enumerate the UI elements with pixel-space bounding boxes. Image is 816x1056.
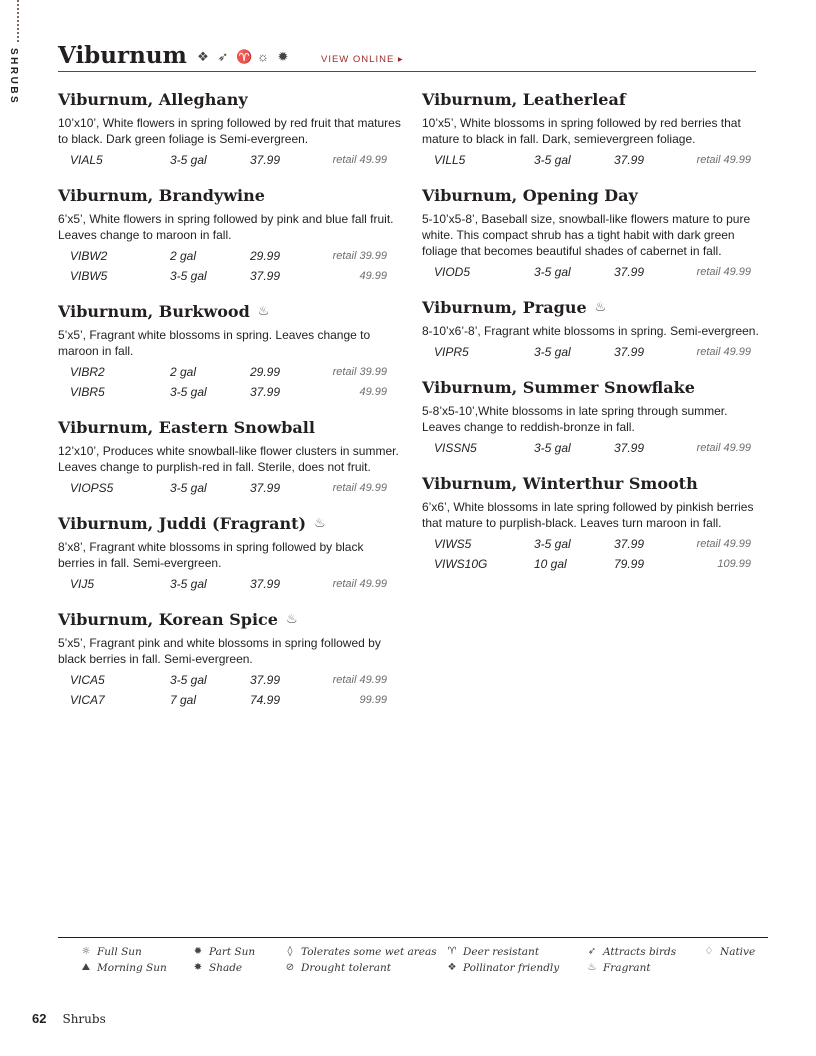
product-entry [422, 296, 767, 362]
sku-retail: retail 49.99 [696, 154, 751, 166]
sku-code: VIBR5 [70, 385, 105, 399]
sku-size: 3-5 gal [170, 153, 207, 167]
product-name [422, 472, 767, 496]
legend-label: Pollinator friendly [463, 962, 560, 974]
sku-code: VIAL5 [70, 153, 103, 167]
sku-list [58, 362, 403, 402]
product-description: 5-10’x5-8’, Baseball size, snowball-like flowers mature to pure white. This compact shrub has a tight habit with dark green foliage that becomes beautiful shades of cabernet in fall. [422, 212, 751, 258]
sku-row [58, 246, 403, 266]
side-tab-dots [17, 0, 19, 42]
product-name-text: Viburnum, Brandywine [58, 186, 265, 205]
product-entry [58, 416, 403, 498]
legend-birds [586, 944, 676, 960]
fragrant-icon: ♨ [257, 304, 270, 319]
sku-code: VICA5 [70, 673, 105, 687]
sku-size: 3-5 gal [170, 385, 207, 399]
sku-code: VIWS10G [434, 557, 488, 571]
sku-row [58, 670, 403, 690]
product-description: 6’x6’, White blossoms in late spring followed by pinkish berries that mature to purplish-black. Leaves turn maroon in fall. [422, 500, 754, 530]
product-name-text: Viburnum, Leatherleaf [422, 90, 626, 109]
product-entry [58, 512, 403, 594]
sku-list [58, 478, 403, 498]
product-name [58, 184, 403, 208]
product-description: 5’x5’, Fragrant pink and white blossoms in spring followed by black berries in fall. Semi-evergreen. [58, 636, 381, 666]
sku-code: VIWS5 [434, 537, 472, 551]
sku-row [58, 478, 403, 498]
page-section-name: Shrubs [62, 1012, 106, 1026]
sku-size: 3-5 gal [534, 441, 571, 455]
product-entry [58, 608, 403, 710]
sku-list [58, 574, 403, 594]
bird-icon: ➶ [587, 946, 597, 957]
product-name-text: Viburnum, Summer Snowflake [422, 378, 695, 397]
sku-code: VICA7 [70, 693, 105, 707]
sku-retail: retail 39.99 [332, 366, 387, 378]
product-description: 5-8’x5-10’,White blossoms in late spring through summer. Leaves change to reddish-bronze in fall. [422, 404, 728, 434]
sku-retail: retail 49.99 [696, 538, 751, 550]
sku-retail: retail 49.99 [332, 154, 387, 166]
product-name [422, 88, 767, 112]
legend-label: Drought tolerant [301, 962, 391, 974]
sku-row [422, 150, 767, 170]
sku-list [58, 670, 403, 710]
product-name [58, 416, 403, 440]
sku-price: 37.99 [250, 481, 281, 495]
right-product-column [422, 88, 767, 588]
product-entry [422, 184, 767, 282]
sku-retail: retail 49.99 [332, 674, 387, 686]
sku-code: VISSN5 [434, 441, 477, 455]
fragrant-icon: ♨ [594, 300, 607, 315]
sku-price: 37.99 [614, 537, 645, 551]
sku-row [58, 150, 403, 170]
sku-size: 3-5 gal [534, 153, 571, 167]
sku-price: 29.99 [250, 365, 281, 379]
sku-size: 7 gal [170, 693, 197, 707]
legend-label: Deer resistant [463, 946, 540, 958]
legend-label: Fragrant [603, 962, 651, 974]
header-icons [196, 50, 290, 64]
legend-full-sun [80, 944, 167, 960]
shade-icon: ✸ [193, 962, 203, 973]
sku-code: VIPR5 [434, 345, 469, 359]
legend-label: Shade [209, 962, 243, 974]
fragrant-icon: ♨ [587, 962, 597, 973]
sku-list [422, 262, 767, 282]
sku-code: VILL5 [434, 153, 466, 167]
sku-size: 3-5 gal [534, 345, 571, 359]
deer-resistant-icon: ♈ [236, 49, 253, 64]
sku-retail: retail 49.99 [332, 482, 387, 494]
legend-fragrant [586, 960, 676, 976]
sku-row [58, 574, 403, 594]
product-description: 10’x5’, White blossoms in spring followed by red berries that mature to black in fall. Dark, semievergreen foliage. [422, 116, 741, 146]
product-description: 10’x10’, White flowers in spring followed by red fruit that matures to black. Dark green foliage is Semi-evergreen. [58, 116, 401, 146]
product-entry [422, 376, 767, 458]
sku-retail: 49.99 [359, 270, 387, 282]
sku-list [422, 150, 767, 170]
sku-retail: 99.99 [359, 694, 387, 706]
full-sun-icon: ☼ [257, 49, 269, 64]
sku-price: 74.99 [250, 693, 281, 707]
fragrant-icon: ♨ [285, 612, 298, 627]
product-name-text: Viburnum, Opening Day [422, 186, 638, 205]
sku-size: 3-5 gal [534, 265, 571, 279]
native-leaf-icon: ♢ [704, 946, 714, 957]
sku-retail: retail 49.99 [332, 578, 387, 590]
product-description: 8-10’x6’-8’, Fragrant white blossoms in spring. Semi-evergreen. [422, 324, 759, 338]
legend-drought [284, 960, 437, 976]
side-tab [0, 0, 40, 110]
full-sun-icon: ☼ [81, 946, 91, 957]
sku-row [422, 342, 767, 362]
product-entry [58, 300, 403, 402]
legend-shade [192, 960, 255, 976]
sku-price: 37.99 [250, 269, 281, 283]
page-header [58, 40, 756, 72]
deer-icon: ♈ [447, 946, 457, 957]
legend-pollinator [446, 960, 559, 976]
morning-sun-icon: ⛰ [81, 962, 91, 973]
sku-code: VIBR2 [70, 365, 105, 379]
attracts-birds-icon: ➶ [217, 49, 229, 64]
part-sun-icon: ✹ [193, 946, 203, 957]
sku-retail: 49.99 [359, 386, 387, 398]
sku-size: 2 gal [170, 365, 197, 379]
legend-label: Tolerates some wet areas [301, 946, 437, 958]
sku-code: VIJ5 [70, 577, 95, 591]
product-description: 12’x10’, Produces white snowball-like flower clusters in summer. Leaves change to purplish-red in fall. Sterile, does not fruit. [58, 444, 399, 474]
sku-list [422, 342, 767, 362]
product-name-text: Viburnum, Juddi (Fragrant) [58, 514, 307, 533]
sku-price: 37.99 [250, 673, 281, 687]
sku-price: 37.99 [614, 265, 645, 279]
sku-row [422, 554, 767, 574]
left-product-column [58, 88, 403, 724]
sku-row [422, 534, 767, 554]
sku-size: 3-5 gal [534, 537, 571, 551]
sku-price: 37.99 [250, 385, 281, 399]
legend-label: Attracts birds [603, 946, 677, 958]
product-entry [422, 88, 767, 170]
legend-wet-areas [284, 944, 437, 960]
sku-row [58, 266, 403, 286]
product-name [422, 376, 767, 400]
sku-price: 37.99 [614, 345, 645, 359]
page-title: Viburnum [58, 42, 187, 69]
sku-retail: retail 39.99 [332, 250, 387, 262]
sku-row [422, 438, 767, 458]
product-name [422, 184, 767, 208]
page-footer [32, 1011, 106, 1026]
product-name [58, 512, 403, 536]
sku-price: 37.99 [250, 577, 281, 591]
product-description: 8’x8’, Fragrant white blossoms in spring followed by black berries in fall. Semi-evergreen. [58, 540, 364, 570]
legend-native [703, 944, 755, 960]
sku-retail: retail 49.99 [696, 346, 751, 358]
sku-code: VIBW5 [70, 269, 108, 283]
side-tab-label: SHRUBS [8, 48, 19, 106]
sku-size: 3-5 gal [170, 673, 207, 687]
sku-price: 37.99 [614, 441, 645, 455]
fragrant-icon: ♨ [314, 516, 326, 531]
sku-code: VIOD5 [434, 265, 471, 279]
product-description: 5’x5’, Fragrant white blossoms in spring. Leaves change to maroon in fall. [58, 328, 371, 358]
product-name [58, 88, 403, 112]
sku-price: 37.99 [250, 153, 281, 167]
sku-size: 3-5 gal [170, 481, 207, 495]
sku-price: 29.99 [250, 249, 281, 263]
sku-code: VIOPS5 [70, 481, 114, 495]
legend-label: Part Sun [209, 946, 256, 958]
legend-label: Native [720, 946, 756, 958]
product-name-text: Viburnum, Prague [422, 298, 587, 317]
water-drop-icon: ◊ [287, 946, 293, 957]
sku-row [58, 690, 403, 710]
product-name-text: Viburnum, Alleghany [58, 90, 248, 109]
sku-retail: retail 49.99 [696, 442, 751, 454]
sku-list [422, 534, 767, 574]
product-name-text: Viburnum, Eastern Snowball [58, 418, 315, 437]
product-name-text: Viburnum, Korean Spice [58, 610, 278, 629]
product-entry [58, 88, 403, 170]
sku-retail: retail 49.99 [696, 266, 751, 278]
sku-retail: 109.99 [717, 558, 751, 570]
sku-size: 3-5 gal [170, 269, 207, 283]
sku-price: 37.99 [614, 153, 645, 167]
legend-label: Morning Sun [97, 962, 167, 974]
drought-icon: ⊘ [285, 962, 295, 973]
sku-row [58, 382, 403, 402]
product-name [58, 300, 403, 324]
sku-size: 2 gal [170, 249, 197, 263]
pollinator-friendly-icon: ❖ [197, 49, 209, 64]
sku-list [422, 438, 767, 458]
sku-size: 3-5 gal [170, 577, 207, 591]
view-online-link[interactable]: VIEW ONLINE ▸ [321, 54, 404, 65]
sku-size: 10 gal [534, 557, 567, 571]
product-entry [58, 184, 403, 286]
part-sun-icon: ✹ [277, 49, 289, 64]
legend [58, 937, 768, 985]
product-entry [422, 472, 767, 574]
product-description: 6’x5’, White flowers in spring followed by pink and blue fall fruit. Leaves change to maroon in fall. [58, 212, 394, 242]
legend-morning-sun [80, 960, 167, 976]
sku-list [58, 246, 403, 286]
sku-price: 79.99 [614, 557, 645, 571]
legend-label: Full Sun [97, 946, 142, 958]
product-name-text: Viburnum, Burkwood [58, 302, 250, 321]
sku-row [58, 362, 403, 382]
product-name [422, 296, 767, 320]
product-name [58, 608, 403, 632]
page-number: 62 [32, 1011, 47, 1026]
legend-deer [446, 944, 559, 960]
sku-code: VIBW2 [70, 249, 108, 263]
sku-list [58, 150, 403, 170]
butterfly-icon: ❖ [447, 962, 457, 973]
sku-row [422, 262, 767, 282]
legend-part-sun [192, 944, 255, 960]
product-name-text: Viburnum, Winterthur Smooth [422, 474, 698, 493]
